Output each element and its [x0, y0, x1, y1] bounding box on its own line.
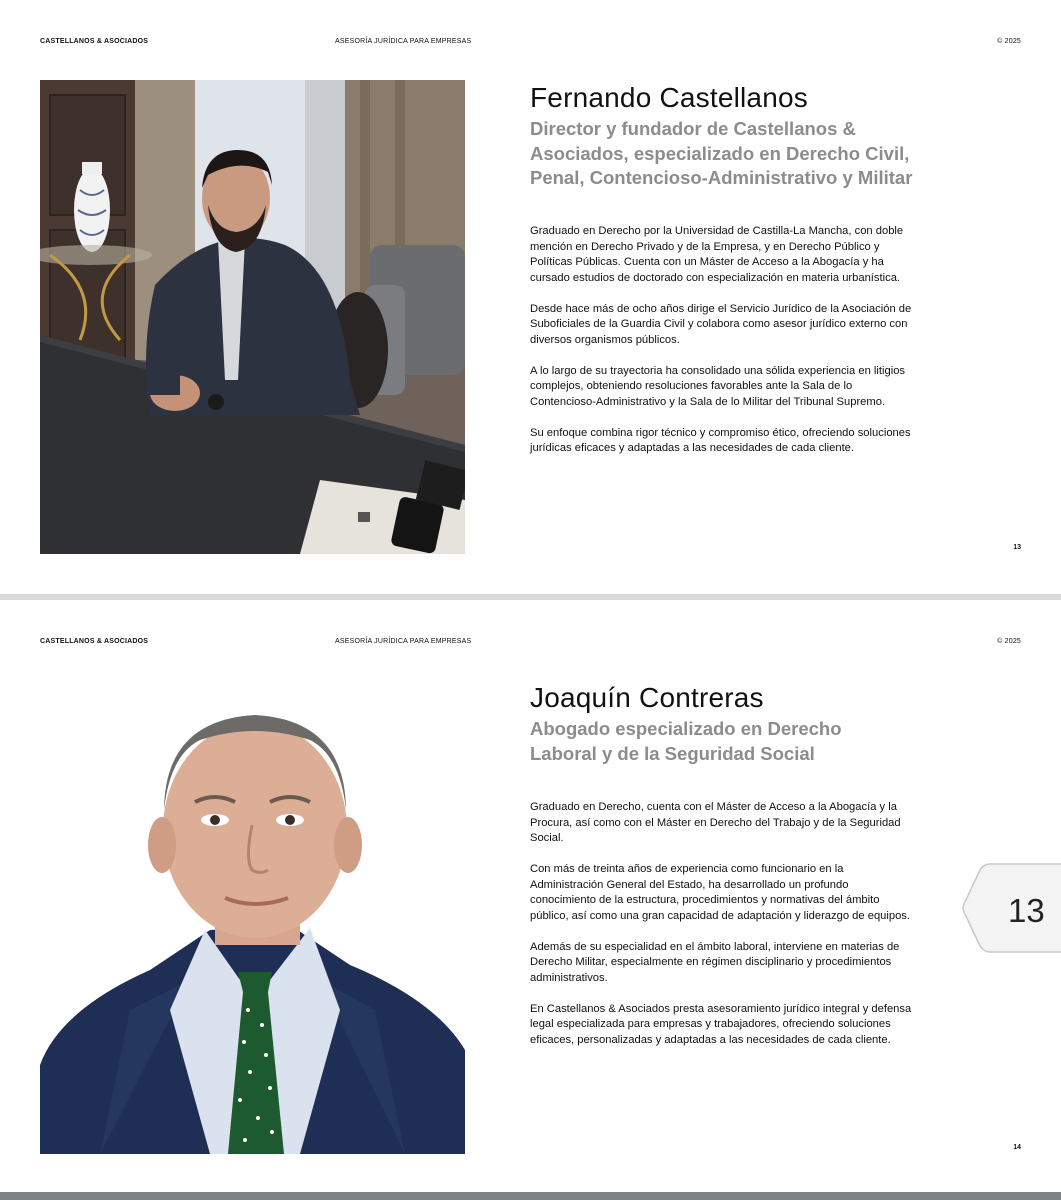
joaquin-contreras-photo	[40, 680, 465, 1154]
header-subtitle: ASESORÍA JURÍDICA PARA EMPRESAS	[335, 38, 472, 45]
person-bio	[530, 224, 915, 472]
header-subtitle: ASESORÍA JURÍDICA PARA EMPRESAS	[335, 638, 472, 645]
header-firm-name: CASTELLANOS & ASOCIADOS	[40, 38, 149, 45]
bio-paragraph: Con más de treinta años de experiencia como funcionario en la Administración General del Estado, ha desarrollado un profundo conocimiento de la estructura, procedimientos y normativas del ámbito público, así como una gran capacidad de adaptación y liderazgo de equipos.	[530, 863, 911, 922]
bio-paragraph: Además de su especialidad en el ámbito laboral, interviene en materias de Derecho Militar, especialmente en régimen disciplinario y procedimientos administrativos.	[530, 940, 900, 984]
bio-paragraph: Desde hace más de ocho años dirige el Servicio Jurídico de la Asociación de Suboficiales de la Guardia Civil y colabora como asesor jurídico externo con diversos organismos públicos.	[530, 302, 912, 346]
bio-paragraph: Graduado en Derecho por la Universidad de Castilla-La Mancha, con doble mención en Derecho Privado y de la Empresa, y en Derecho Público y Políticas Públicas. Cuenta con un Máster de Acceso a la Abogacía y ha cursado estudios de doctorado con especialización en materia urbanística.	[530, 225, 904, 284]
person-name: Fernando Castellanos	[530, 82, 808, 113]
person-name: Joaquín Contreras	[530, 682, 764, 713]
header-firm-name: CASTELLANOS & ASOCIADOS	[40, 638, 149, 645]
person-bio	[530, 800, 915, 1064]
header-copyright: © 2025	[997, 638, 1021, 645]
page-indicator-number: 13	[1008, 892, 1045, 929]
person-role: Director y fundador de Castellanos & Asociados, especializado en Derecho Civil, Penal, Contencioso-Administrativo y Militar	[530, 118, 913, 188]
bio-paragraph: Su enfoque combina rigor técnico y compromiso ético, ofreciendo soluciones jurídicas eficaces y adaptadas a las necesidades de cada cliente.	[530, 426, 911, 454]
fernando-castellanos-photo	[40, 80, 465, 554]
document-page-2	[0, 600, 1061, 1192]
document-page-1	[0, 0, 1061, 594]
page-number: 13	[1013, 544, 1021, 551]
page-number: 14	[1013, 1144, 1021, 1151]
person-role: Abogado especializado en Derecho Laboral y de la Seguridad Social	[530, 718, 842, 764]
bio-paragraph: Graduado en Derecho, cuenta con el Máster de Acceso a la Abogacía y la Procura, así como con el Máster en Derecho del Trabajo y de la Seguridad Social.	[530, 801, 901, 844]
bio-paragraph: En Castellanos & Asociados presta asesoramiento jurídico integral y defensa legal especializada para empresas y trabajadores, ofreciendo soluciones eficaces, personalizadas y adaptadas a las necesidades de cada cliente.	[530, 1002, 912, 1046]
header-copyright: © 2025	[997, 38, 1021, 45]
bio-paragraph: A lo largo de su trayectoria ha consolidado una sólida experiencia en litigios complejos, obteniendo resoluciones favorables ante la Sala de lo Contencioso-Administrativo y la Sala de lo Militar del Tribunal Supremo.	[530, 364, 906, 408]
viewer-bottom-bar	[0, 1192, 1061, 1200]
